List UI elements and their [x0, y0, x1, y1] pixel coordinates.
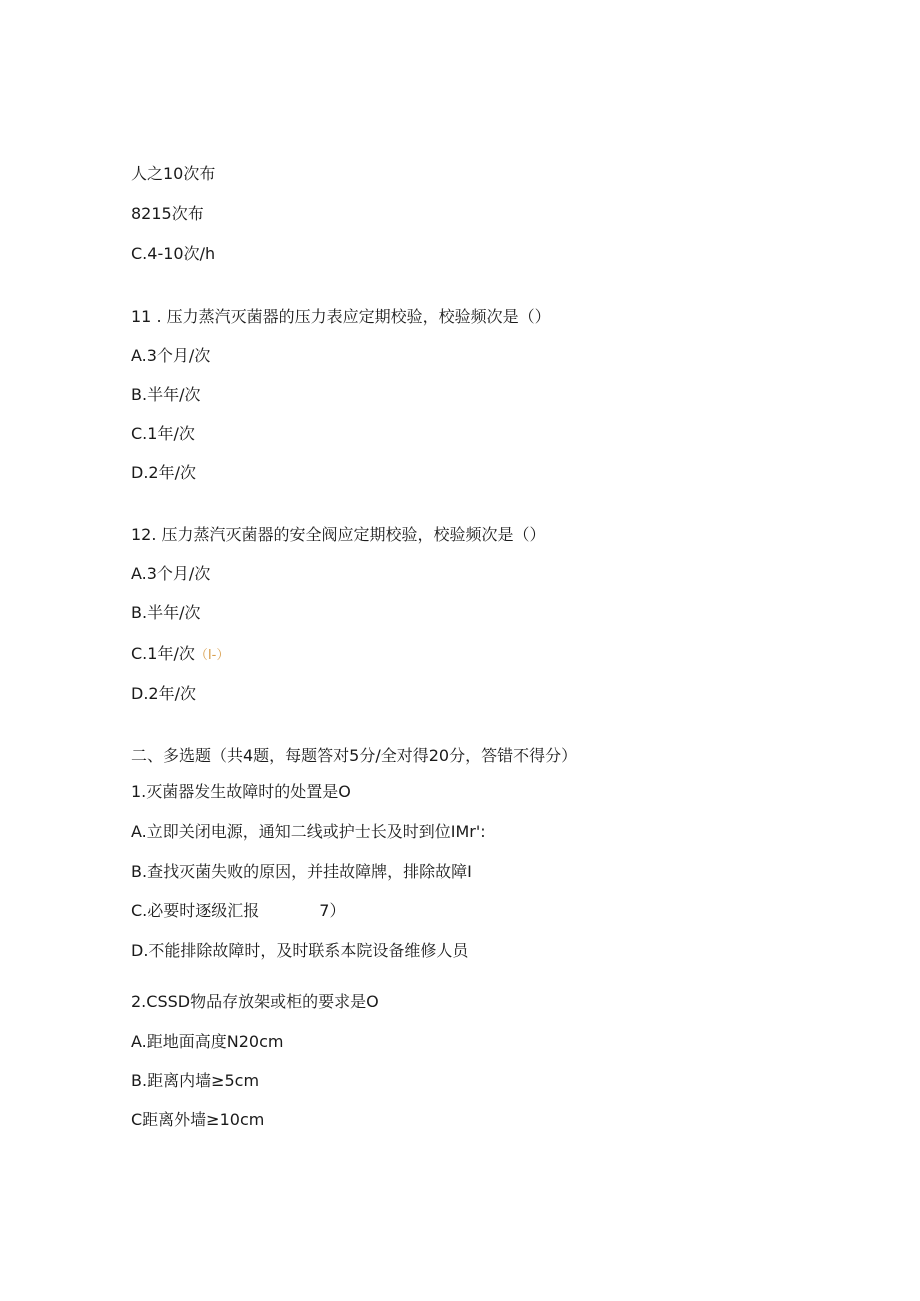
faint-mark: （I-） [194, 648, 230, 663]
option-line: C.1年/次 [131, 424, 195, 443]
option-line: C距离外墙≥10cm [131, 1110, 265, 1129]
question-m1: 1.灭菌器发生故障时的处置是O [131, 782, 351, 801]
option-line: D.2年/次 [131, 463, 196, 482]
option-text: C.1年/次 [131, 644, 195, 663]
option-line: D.2年/次 [131, 684, 196, 703]
option-line [131, 644, 229, 666]
option-line: 人之10次布 [131, 164, 216, 183]
option-line: B.查找灭菌失败的原因，并挂故障牌，排除故障I [131, 862, 472, 881]
question-12: 12. 压力蒸汽灭菌器的安全阀应定期校验，校验频次是（） [131, 525, 546, 544]
option-line: 8215次布 [131, 204, 204, 223]
option-line: A.3个月/次 [131, 346, 211, 365]
option-line: A.3个月/次 [131, 564, 211, 583]
option-line: B.距离内墙≥5cm [131, 1071, 260, 1090]
option-line: A.立即关闭电源，通知二线或护士长及时到位IMr': [131, 822, 486, 841]
option-line: D.不能排除故障时，及时联系本院设备维修人员 [131, 941, 469, 960]
option-line: B.半年/次 [131, 385, 201, 404]
option-text: C.必要时逐级汇报 [131, 901, 260, 920]
question-11: 11 . 压力蒸汽灭菌器的压力表应定期校验，校验频次是（） [131, 307, 551, 326]
section-heading: 二、多选题（共4题，每题答对5分/全对得20分，答错不得分） [131, 746, 578, 765]
option-line: B.半年/次 [131, 603, 201, 622]
option-line: C.4-10次/h [131, 244, 216, 263]
question-m2: 2.CSSD物品存放架或柜的要求是O [131, 992, 379, 1011]
option-line: A.距地面高度N20cm [131, 1032, 284, 1051]
stray-mark: 7） [319, 901, 346, 920]
option-line [131, 901, 345, 921]
